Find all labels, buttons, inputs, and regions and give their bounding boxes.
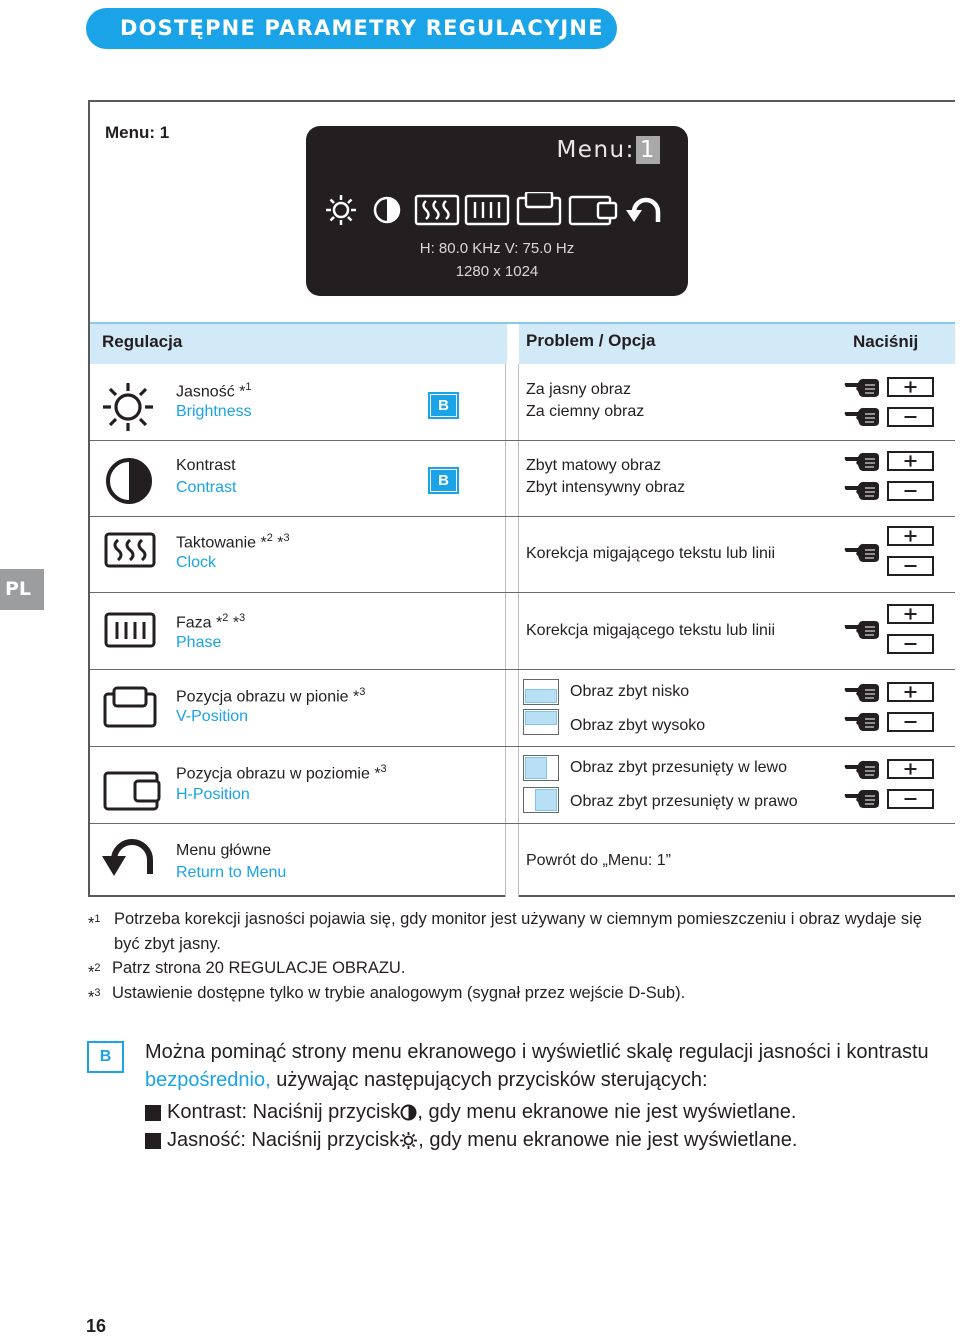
pointing-hand-icon (844, 711, 880, 733)
table-row-contrast-name-en: Contrast (176, 479, 237, 496)
pointing-hand-icon (844, 542, 880, 564)
plus-key-icon (887, 604, 934, 624)
col-problem-header: Problem / Opcja (526, 331, 656, 350)
table-row-return-name-en: Return to Menu (176, 864, 287, 881)
image-too-low-preview (523, 679, 559, 705)
row-divider (90, 592, 955, 593)
col-press-header: Naciśnij (853, 332, 919, 351)
table-row-brightness-name: Jasność *$^1$ (176, 381, 252, 401)
problem-text: Obraz zbyt wysoko (570, 717, 706, 734)
footnotes (88, 907, 928, 1005)
v-position-icon (518, 192, 560, 224)
return-icon (626, 200, 658, 222)
osd-title (556, 136, 660, 164)
pointing-hand-icon (844, 619, 880, 641)
minus-key-icon (887, 634, 934, 654)
page-header: DOSTĘPNE PARAMETRY REGULACYJNE (86, 8, 617, 49)
osd-title-text: Menu: (556, 137, 635, 163)
table-row-phase-name: Faza *$^2$ *$^3$ (176, 612, 246, 632)
table-row-hposition-name: Pozycja obrazu w poziomie *$^3$ (176, 763, 387, 783)
problem-text: Obraz zbyt przesunięty w lewo (570, 759, 787, 776)
problem-text: Korekcja migającego tekstu lub linii (526, 545, 776, 562)
osd-title-selected: 1 (636, 136, 660, 164)
h-position-icon (102, 770, 164, 812)
minus-key-icon (887, 712, 934, 732)
minus-key-icon (887, 407, 934, 427)
table-row-clock-name-en: Clock (176, 554, 217, 571)
row-divider (90, 746, 955, 747)
menu-label: Menu: 1 (105, 123, 170, 142)
image-shifted-right-preview (523, 787, 559, 813)
page-number: 16 (86, 1316, 107, 1336)
phase-icon (466, 196, 508, 224)
return-icon (100, 834, 160, 884)
col-adjust-header: Regulacja (102, 332, 183, 351)
v-position-icon (102, 686, 158, 728)
pointing-hand-icon (844, 406, 880, 428)
table-row-brightness-name-en: Brightness (176, 403, 252, 420)
pointing-hand-icon (844, 451, 880, 473)
plus-key-icon (887, 682, 934, 702)
clock-icon (416, 196, 458, 224)
table-row-return-name: Menu główne (176, 842, 272, 859)
minus-key-icon (887, 481, 934, 501)
footnote-1: *$^1$ Potrzeba korekcji jasności pojawia się, gdy monitor jest używany w ciemnym pomieszczeniu i obraz wydaje się być zbyt jasny. (88, 910, 922, 953)
clock-icon (104, 532, 156, 568)
b-badge: B (428, 392, 459, 419)
contrast-icon (375, 198, 399, 222)
osd-icon-bar (324, 192, 674, 228)
brightness-icon (326, 195, 356, 225)
footnote-2: *$^2$ Patrz strona 20 REGULACJE OBRAZU. (88, 959, 406, 982)
pointing-hand-icon (844, 682, 880, 704)
osd-frequency: H: 80.0 KHz V: 75.0 Hz (419, 240, 575, 257)
phase-icon (104, 612, 156, 648)
minus-key-icon (887, 789, 934, 809)
contrast-icon (104, 456, 154, 506)
b-badge: B (428, 467, 459, 494)
row-divider (90, 669, 955, 670)
problem-text: Korekcja migającego tekstu lub linii (526, 622, 776, 639)
pointing-hand-icon (844, 759, 880, 781)
footnote-3: *$^3$ Ustawienie dostępne tylko w trybie analogowym (sygnał przez wejście D-Sub). (88, 983, 686, 1006)
image-shifted-left-preview (523, 755, 559, 781)
row-divider (90, 440, 955, 441)
image-too-high-preview (523, 709, 559, 735)
plus-key-icon (887, 526, 934, 546)
table-row-vposition-name: Pozycja obrazu w pionie *$^3$ (176, 686, 366, 706)
osd-screen (306, 126, 688, 296)
column-divider (505, 364, 519, 897)
language-tab: PL (0, 569, 44, 610)
b-note-text: Można pominąć strony menu ekranowego i wyświetlić skalę regulacji jasności i kontrastu bezpośrednio, używając następujących przycisków sterujących: (145, 1041, 929, 1091)
pointing-hand-icon (844, 480, 880, 502)
h-position-icon (570, 197, 616, 224)
b-note-bullet-brightness: Jasność: Naciśnij przycisk , gdy menu ekranowe nie jest wyświetlane. (145, 1129, 797, 1152)
table-row-clock-name: Taktowanie *$^2$ *$^3$ (176, 532, 290, 552)
brightness-icon (399, 1131, 418, 1150)
contrast-icon (400, 1104, 417, 1121)
table-header (90, 322, 955, 364)
b-note-bullet-contrast: Kontrast: Naciśnij przycisk , gdy menu ekranowe nie jest wyświetlane. (145, 1101, 797, 1124)
brightness-icon (100, 380, 156, 434)
b-note-badge: B (87, 1041, 124, 1073)
problem-text: Obraz zbyt przesunięty w prawo (570, 793, 798, 810)
table-row-hposition-name-en: H-Position (176, 786, 250, 803)
table-row-phase-name-en: Phase (176, 634, 222, 651)
problem-text: Zbyt matowy obraz (526, 457, 662, 474)
table-row-vposition-name-en: V-Position (176, 708, 249, 725)
row-divider (90, 823, 955, 824)
plus-key-icon (887, 759, 934, 779)
plus-key-icon (887, 377, 934, 397)
pointing-hand-icon (844, 788, 880, 810)
table-row-contrast-name: Kontrast (176, 457, 236, 474)
problem-text: Za jasny obraz (526, 381, 631, 398)
problem-text: Powrót do „Menu: 1” (526, 852, 671, 869)
problem-text: Obraz zbyt nisko (570, 683, 690, 700)
minus-key-icon (887, 556, 934, 576)
problem-text: Za ciemny obraz (526, 403, 645, 420)
pointing-hand-icon (844, 377, 880, 399)
osd-resolution: 1280 x 1024 (455, 263, 539, 280)
plus-key-icon (887, 451, 934, 471)
row-divider (90, 516, 955, 517)
problem-text: Zbyt intensywny obraz (526, 479, 686, 496)
